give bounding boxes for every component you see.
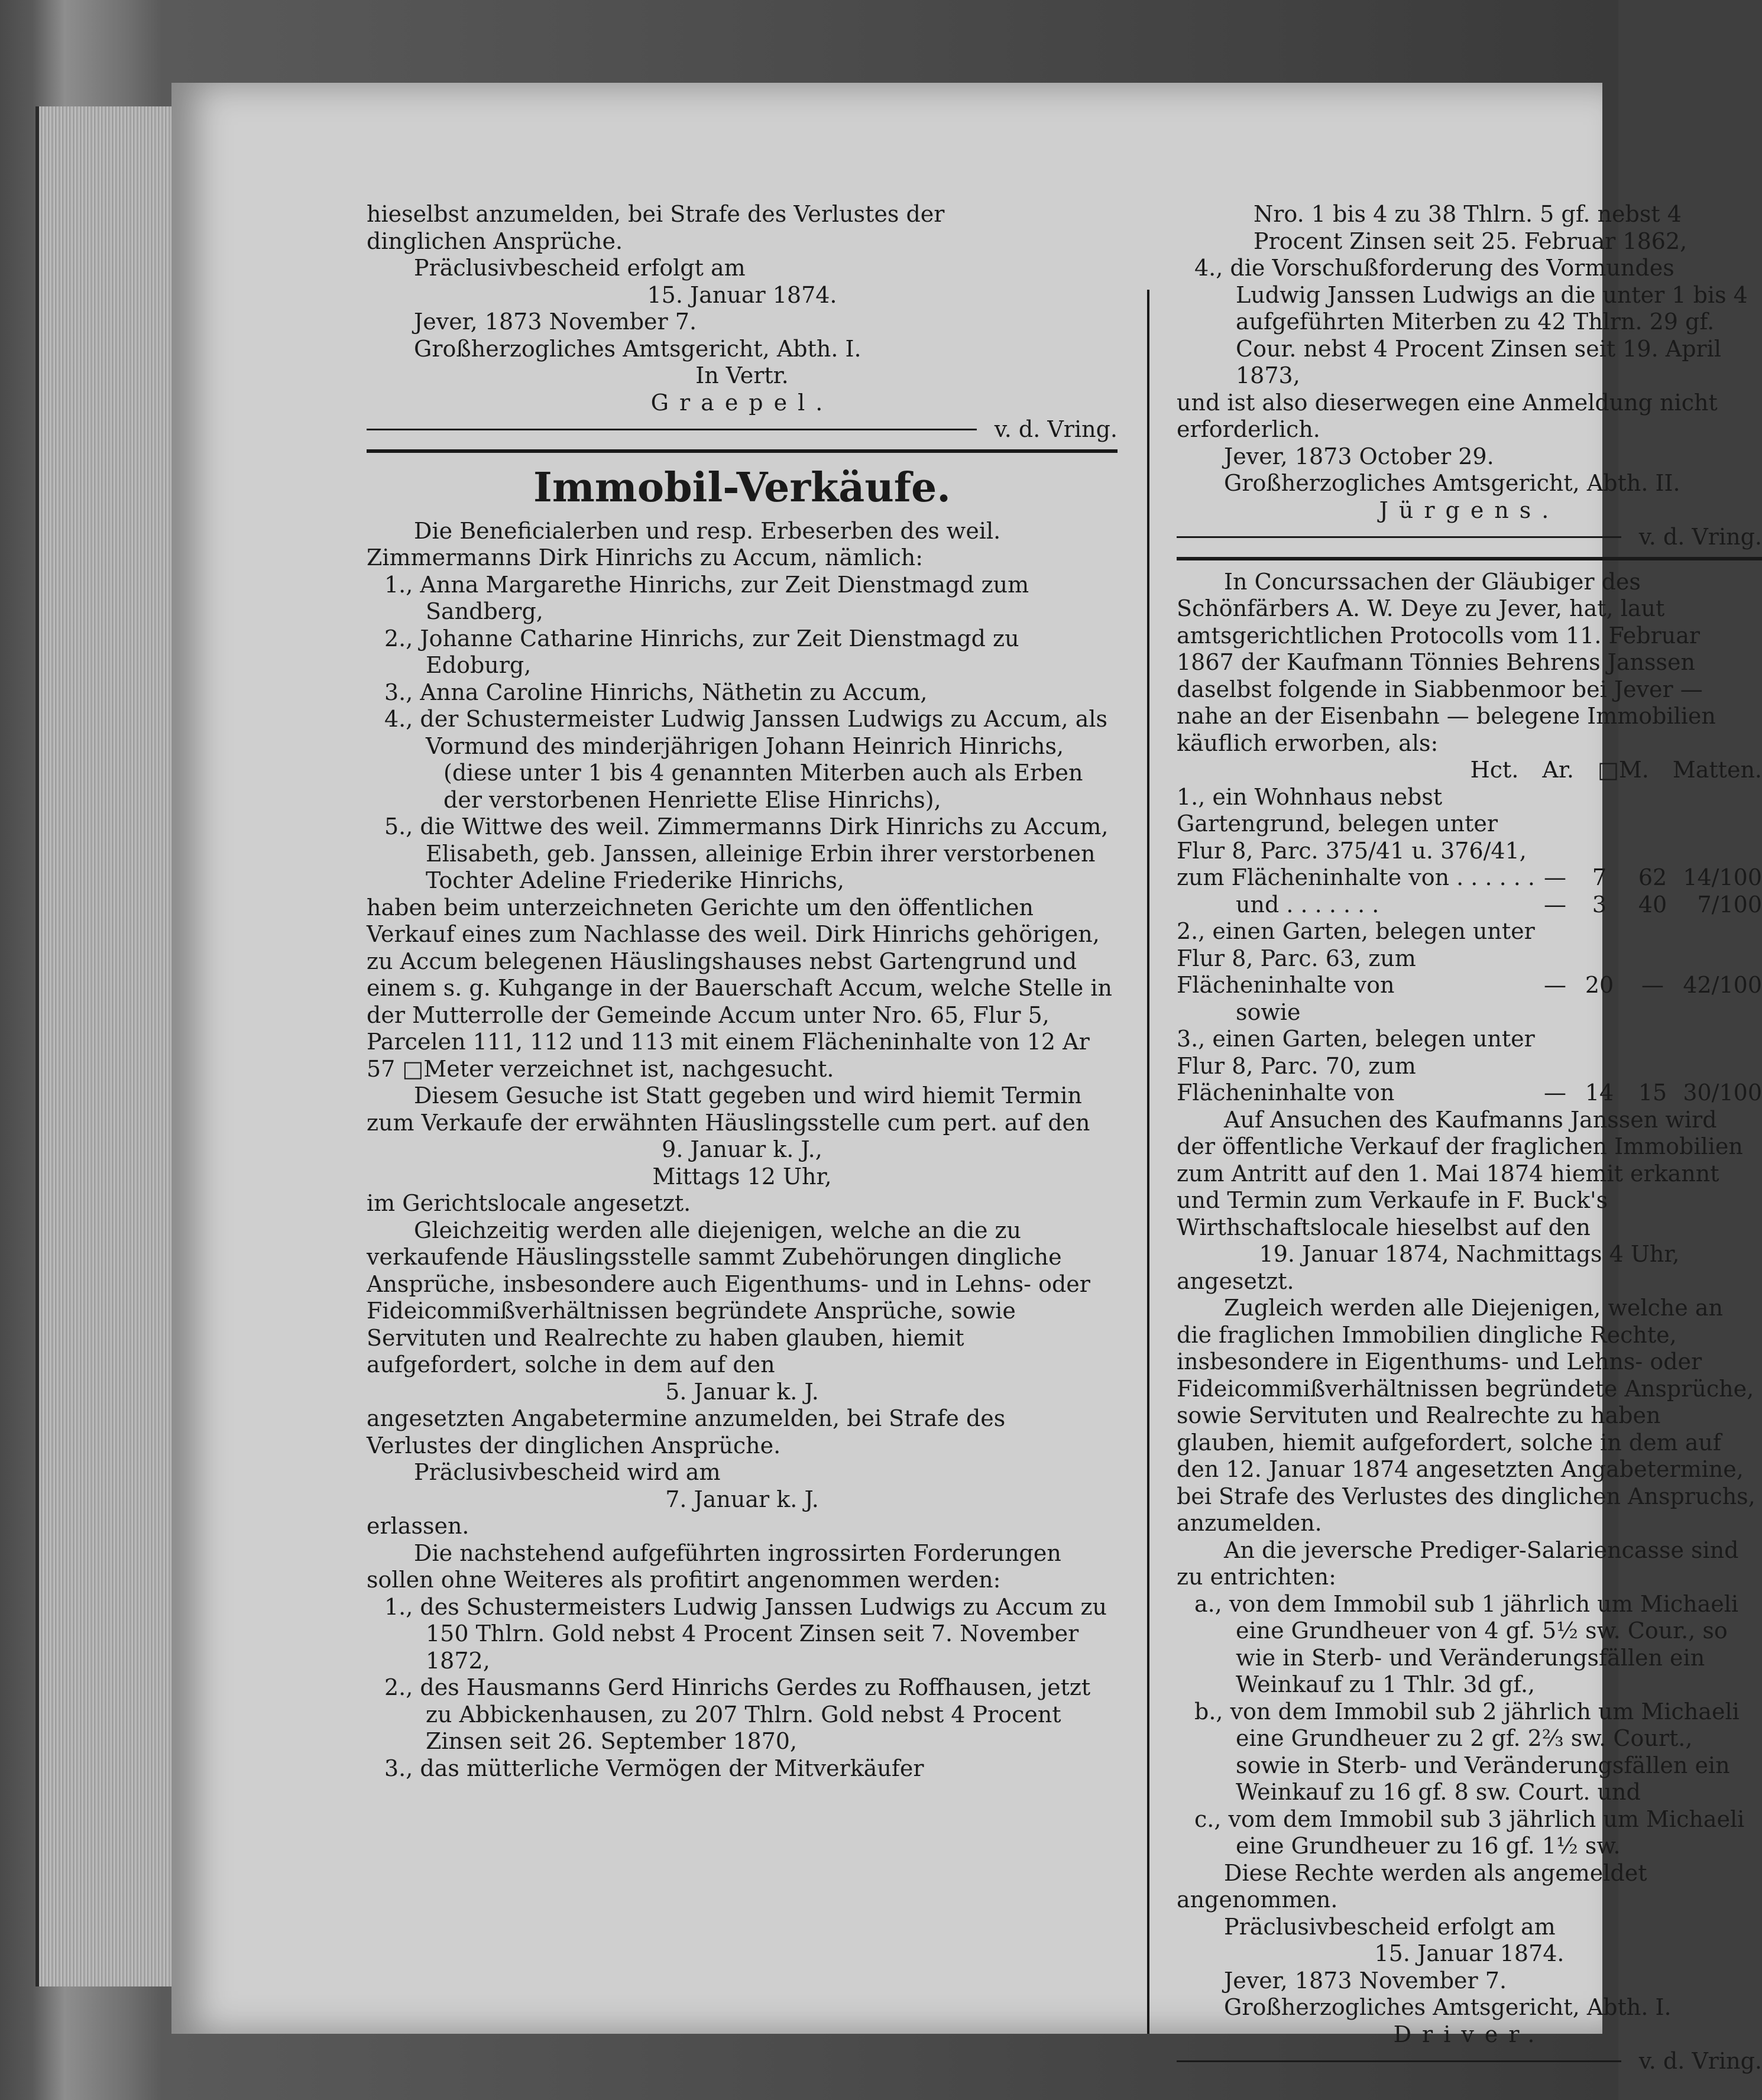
praeclusiv-text: Präclusivbescheid erfolgt am bbox=[414, 255, 746, 281]
intro-line: hieselbst anzumelden, bei Strafe des Verlustes der bbox=[367, 201, 945, 227]
clerk-name: v. d. Vring. bbox=[1638, 2048, 1762, 2074]
praeclusiv-text: Präclusivbescheid wird am bbox=[414, 1459, 721, 1485]
cell-hct: — bbox=[1544, 1080, 1566, 1106]
cell-matten: 30/100 bbox=[1683, 1080, 1762, 1106]
area-table-header bbox=[1177, 757, 1762, 784]
paragraph: und ist also dieserwegen eine Anmeldung nicht erforderlich. bbox=[1177, 389, 1718, 442]
cell-ar: 3 bbox=[1592, 891, 1607, 918]
court-name: Großherzogliches Amtsgericht, Abth. I. bbox=[414, 335, 861, 362]
claim-continuation: Nro. 1 bis 4 zu 38 Thlrn. 5 gf. nebst 4 Procent Zinsen seit 25. Februar 1862, bbox=[1254, 201, 1687, 254]
cell-matten: 14/100 bbox=[1683, 864, 1762, 890]
heir-item: 5., die Wittwe des weil. Zimmermanns Dirk Hinrichs zu Accum, Elisabeth, geb. Janssen, alleinige Erbin ihrer verstorbenen Tochter Adeline Friederike Hinrichs, bbox=[384, 814, 1109, 893]
cell-hct: — bbox=[1544, 864, 1566, 890]
heir-item: 4., der Schustermeister Ludwig Janssen Ludwigs zu Accum, als Vormund des minderjährigen Johann Heinrich Hinrichs, bbox=[384, 706, 1108, 759]
col-hct: Hct. bbox=[1470, 757, 1519, 783]
heir-item: 2., Johanne Catharine Hinrichs, zur Zeit Dienstmagd zu Edoburg, bbox=[384, 625, 1019, 678]
section-heading: Immobil-Verkäufe. bbox=[533, 464, 951, 511]
place-date: Jever, 1873 November 7. bbox=[414, 309, 697, 335]
claim-item: 4., die Vorschußforderung des Vormundes Ludwig Janssen Ludwigs an die unter 1 bis 4 aufgeführten Miterben zu 42 Thlrn. 29 gf. Cour. nebst 4 Procent Zinsen seit 19. April 1873, bbox=[1194, 255, 1748, 388]
date-line: 15. Januar 1874. bbox=[1374, 1940, 1565, 1966]
paragraph: angesetzten Angabetermine anzumelden, bei Strafe des Verlustes der dinglichen Ansprüche. bbox=[367, 1405, 1006, 1459]
row-text: und . . . . . . . bbox=[1236, 891, 1379, 918]
signer-name: Jürgens. bbox=[1379, 497, 1560, 523]
right-column bbox=[1177, 201, 1762, 2075]
cell-hct: — bbox=[1544, 891, 1566, 918]
clerk-name: v. d. Vring. bbox=[994, 416, 1118, 442]
paragraph: haben beim unterzeichneten Gerichte um den öffentlichen Verkauf eines zum Nachlasse des weil. Dirk Hinrichs gehörigen, zu Accum belegenen Häuslingshauses nebst Gartengrund und einem s. g. Kuhgange in der Bauerschaft Accum, welche Stelle in der Mutterrolle der Gemeinde Accum unter Nro. 65, Flur 5, Parcelen 111, 112 und 113 mit einem Flächeninhalte von 12 Ar 57 □Meter verzeichnet ist, nachgesucht. bbox=[367, 894, 1112, 1082]
cell-qm: 62 bbox=[1638, 864, 1667, 890]
heirs-note: (diese unter 1 bis 4 genannten Miterben auch als Erben der verstorbenen Henriette Elise Hinrichs), bbox=[443, 760, 1083, 813]
cell-qm: 40 bbox=[1638, 891, 1667, 918]
row-text: sowie bbox=[1236, 999, 1301, 1025]
due-item: c., vom dem Immobil sub 3 jährlich um Michaeli eine Grundheuer zu 16 gf. 1½ sw. bbox=[1194, 1806, 1745, 1859]
clerk-name: v. d. Vring. bbox=[1638, 524, 1762, 550]
cell-matten: 42/100 bbox=[1683, 972, 1762, 998]
book-page-edges bbox=[35, 106, 175, 1986]
paragraph: erlassen. bbox=[367, 1513, 469, 1539]
col-ar: Ar. bbox=[1542, 757, 1574, 783]
table-row bbox=[1177, 999, 1762, 1026]
cell-qm: — bbox=[1641, 972, 1664, 998]
table-row bbox=[1177, 892, 1762, 919]
paragraph: Die Beneficialerben und resp. Erbeserben des weil. Zimmermanns Dirk Hinrichs zu Accum, nämlich: bbox=[367, 517, 1001, 571]
row-text: 2., einen Garten, belegen unter Flur 8, Parc. 63, zum Flächeninhalte von bbox=[1177, 918, 1535, 998]
paragraph: Gleichzeitig werden alle diejenigen, welche an die zu verkaufende Häuslingsstelle sammt Zubehörungen dingliche Ansprüche, insbesondere auch Eigenthums- und in Lehns- oder Fideicommißverhältnissen begründete Ansprüche, sowie Servituten und Realrechte zu haben glauben, hiemit aufgefordert, solche in dem auf den bbox=[367, 1217, 1090, 1378]
paragraph: Diesem Gesuche ist Statt gegeben und wird hiemit Termin zum Verkaufe der erwähnten Häuslingsstelle cum pert. auf den bbox=[367, 1083, 1090, 1136]
date-line: 19. Januar 1874, Nachmittags 4 Uhr, bbox=[1259, 1241, 1680, 1267]
signature-rule bbox=[367, 429, 977, 430]
paragraph: An die jeversche Prediger-Salariencasse sind zu entrichten: bbox=[1177, 1537, 1739, 1590]
table-row bbox=[1177, 1026, 1762, 1107]
cell-ar bbox=[1573, 999, 1626, 1026]
court-name: Großherzogliches Amtsgericht, Abth. I. bbox=[1224, 1994, 1672, 2020]
row-text: 3., einen Garten, belegen unter Flur 8, Parc. 70, zum Flächeninhalte von bbox=[1177, 1026, 1535, 1106]
paragraph: Zugleich werden alle Diejenigen, welche an die fraglichen Immobilien dingliche Rechte, insbesondere in Eigenthums- und Lehns- oder Fideicommißverhältnissen begründete Ansprüche, sowie Servituten und Realrechte zu haben glauben, hiemit aufgefordert, solche in dem auf den 12. Januar 1874 angesetzten Angabetermine, bei Strafe des Verlustes des dinglichen Anspruchs, anzumelden. bbox=[1177, 1295, 1755, 1536]
signature-rule bbox=[1177, 2060, 1621, 2062]
due-item: b., von dem Immobil sub 2 jährlich um Michaeli eine Grundheuer zu 2 gf. 2⅔ sw. Court., sowie in Sterb- und Veränderungsfällen ein Weinkauf zu 16 gf. 8 sw. Court. und bbox=[1194, 1698, 1740, 1805]
paragraph: angesetzt. bbox=[1177, 1268, 1294, 1294]
time-line: Mittags 12 Uhr, bbox=[652, 1163, 832, 1190]
date-line: 15. Januar 1874. bbox=[647, 281, 837, 308]
section-rule bbox=[1177, 557, 1762, 560]
area-table bbox=[1177, 784, 1762, 1107]
newspaper-page bbox=[171, 83, 1762, 2074]
col-matten: Matten. bbox=[1672, 757, 1762, 783]
table-row bbox=[1177, 918, 1762, 999]
row-text: 1., ein Wohnhaus nebst Gartengrund, belegen unter Flur 8, Parc. 375/41 u. 376/41, zum Flächeninhalte von . . . . . . bbox=[1177, 783, 1536, 890]
paragraph: Die nachstehend aufgeführten ingrossirten Forderungen sollen ohne Weiteres als profitirt angenommen werden: bbox=[367, 1540, 1061, 1593]
due-item: a., von dem Immobil sub 1 jährlich um Michaeli eine Grundheuer von 4 gf. 5½ sw. Cour., so wie in Sterb- und Veränderungsfällen ein Weinkauf zu 1 Thlr. 3d gf., bbox=[1194, 1590, 1739, 1697]
praeclusiv-text: Präclusivbescheid erfolgt am bbox=[1224, 1913, 1556, 1940]
paragraph: In Concurssachen der Gläubiger des Schönfärbers A. W. Deye zu Jever, hat, laut amtsgerichtlichen Protocolls vom 11. Februar 1867 der Kaufmann Tönnies Behrens Janssen daselbst folgende in Siabbenmoor bei Jever — nahe an der Eisenbahn — belegene Immobilien käuflich erworben, als: bbox=[1177, 568, 1716, 756]
signer-name: Driver. bbox=[1393, 2021, 1546, 2047]
date-line: 5. Januar k. J. bbox=[665, 1378, 819, 1405]
date-line: 9. Januar k. J., bbox=[662, 1136, 822, 1162]
place-date: Jever, 1873 October 29. bbox=[1224, 443, 1494, 469]
heir-item: 1., Anna Margarethe Hinrichs, zur Zeit Dienstmagd zum Sandberg, bbox=[384, 571, 1029, 624]
claim-item: 1., des Schustermeisters Ludwig Janssen Ludwigs zu Accum zu 150 Thlrn. Gold nebst 4 Procent Zinsen seit 7. November 1872, bbox=[384, 1593, 1107, 1674]
signature-rule bbox=[1177, 536, 1621, 538]
place-date: Jever, 1873 November 7. bbox=[1224, 1967, 1507, 1994]
clerk-line bbox=[367, 416, 1118, 443]
column-divider bbox=[1147, 290, 1149, 2034]
cell-matten: 7/100 bbox=[1697, 891, 1762, 918]
signer-name: Graepel. bbox=[650, 389, 834, 416]
claim-item: 2., des Hausmanns Gerd Hinrichs Gerdes zu Roffhausen, jetzt zu Abbickenhausen, zu 207 Thlrn. Gold nebst 4 Procent Zinsen seit 26. September 1870, bbox=[384, 1674, 1091, 1754]
cell-qm bbox=[1626, 999, 1679, 1026]
cell-ar: 14 bbox=[1585, 1080, 1614, 1106]
claim-item: 3., das mütterliche Vermögen der Mitverkäufer bbox=[384, 1755, 924, 1781]
cell-ar: 7 bbox=[1592, 864, 1607, 890]
court-name: Großherzogliches Amtsgericht, Abth. II. bbox=[1224, 470, 1680, 496]
cell-matten bbox=[1679, 999, 1762, 1026]
clerk-line bbox=[1177, 524, 1762, 551]
intro-line: dinglichen Ansprüche. bbox=[367, 228, 623, 254]
paragraph: Diese Rechte werden als angemeldet angenommen. bbox=[1177, 1859, 1647, 1913]
date-line: 7. Januar k. J. bbox=[665, 1486, 819, 1512]
table-row bbox=[1177, 784, 1762, 892]
clerk-line bbox=[1177, 2048, 1762, 2075]
cell-qm: 15 bbox=[1638, 1080, 1667, 1106]
left-column bbox=[367, 201, 1118, 1782]
cell-hct: — bbox=[1544, 972, 1566, 998]
heir-item: 3., Anna Caroline Hinrichs, Näthetin zu Accum, bbox=[384, 679, 928, 705]
cell-ar: 20 bbox=[1585, 972, 1614, 998]
cell-hct bbox=[1537, 999, 1573, 1026]
paragraph: im Gerichtslocale angesetzt. bbox=[367, 1190, 691, 1216]
in-vertr: In Vertr. bbox=[695, 362, 789, 388]
section-rule bbox=[367, 449, 1118, 453]
col-qm: □M. bbox=[1597, 757, 1649, 783]
paragraph: Auf Ansuchen des Kaufmanns Janssen wird der öffentliche Verkauf der fraglichen Immobilien zum Antritt auf den 1. Mai 1874 hiemit erkannt und Termin zum Verkaufe in F. Buck's Wirthschaftslocale hieselbst auf den bbox=[1177, 1106, 1743, 1240]
